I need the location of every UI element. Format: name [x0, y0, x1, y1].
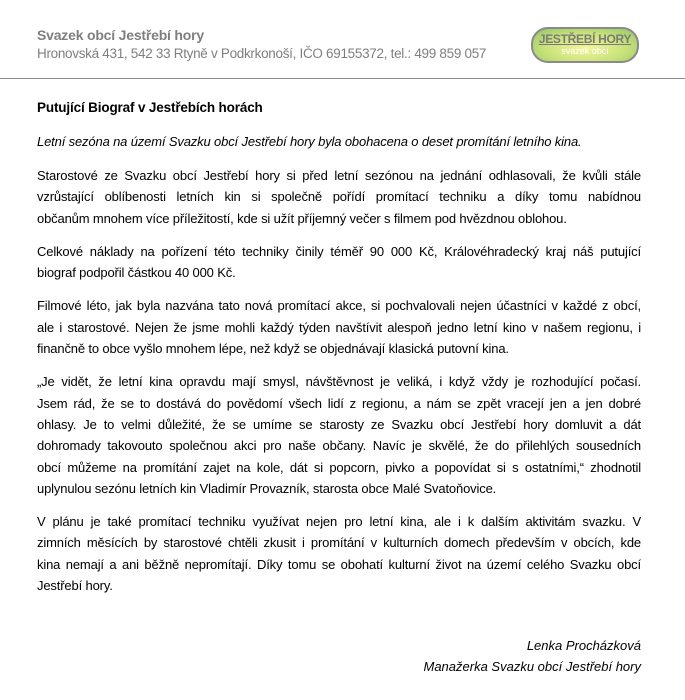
signature-role: Manažerka Svazku obcí Jestřebí hory	[423, 658, 641, 674]
article-paragraph	[37, 165, 641, 229]
paragraph-line: V plánu je také promítací techniku využívat nejen pro letní kina, ale i k dalším aktivitám svazku. V	[37, 514, 641, 530]
article-paragraph	[37, 511, 641, 596]
article-paragraph	[37, 371, 641, 499]
paragraph-line: vzrůstající oblíbenosti letních kin si společně pořídí promítací techniku a díky tomu nabídnou	[37, 189, 641, 205]
logo-subtitle: svazek obcí	[561, 46, 609, 56]
article-paragraph	[37, 241, 641, 284]
article-title: Putující Biograf v Jestřebích horách	[37, 100, 263, 115]
paragraph-line: zimních měsících by starostové chtěli zkusit i promítání v kulturních domech především v obcích, kde	[37, 535, 641, 551]
paragraph-line: Jsem rád, že se to dostává do povědomí všech lidí z regionu, a nám se zpět vracejí jen a jen dobré	[37, 395, 641, 411]
paragraph-line: Filmové léto, jak byla nazvána tato nová promítací akce, si pochvalovali nejen účastníci v každé z obcí,	[37, 298, 641, 314]
paragraph-line: finančně to obce vyšlo mnohem lépe, než když se objednávají klasická putovní kina.	[37, 341, 509, 357]
paragraph-line: Starostové ze Svazku obcí Jestřebí hory si před letní sezónou na jednání odhlasovali, že kvůli stále	[37, 168, 641, 183]
header-divider	[0, 78, 685, 79]
logo-title: JESTŘEBÍ HORY	[538, 32, 632, 46]
article-paragraph	[37, 295, 641, 359]
paragraph-line: „Je vidět, že letní kina opravdu mají smysl, návštěvnost je veliká, i když vždy je rozhodující počasí.	[37, 374, 641, 390]
paragraph-line: ohlasy. Je to velmi důležité, že se umíme se starosty ze Svazku obcí Jestřebí hory domluvit a dát	[37, 416, 641, 432]
article-body	[37, 165, 641, 596]
paragraph-line: uplynulou sezónu letních kin Vladimír Provazník, starosta obce Malé Svatoňovice.	[37, 480, 497, 496]
paragraph-line: občanům mnohem více příležitostí, kde si užít příjemný večer s filmem pod hvězdnou oblohou.	[37, 210, 567, 226]
organization-name: Svazek obcí Jestřebí hory	[37, 27, 204, 43]
paragraph-line: Celkové náklady na pořízení této techniky činily téměř 90 000 Kč, Královéhradecký kraj náš putující	[37, 243, 641, 259]
article-lead: Letní sezóna na území Svazku obcí Jestřebí hory byla obohacena o deset promítání letního kina.	[37, 134, 582, 149]
paragraph-line: Jestřebí hory.	[37, 578, 113, 594]
paragraph-line: biograf podpořil částkou 40 000 Kč.	[37, 265, 236, 281]
paragraph-line: obcí můžeme na promítání zajet na kole, dát si popcorn, pivko a popovídat si s ostatními,“ zhodnotil	[37, 459, 641, 475]
letterhead	[0, 0, 685, 80]
signature	[424, 636, 642, 677]
organization-address: Hronovská 431, 542 33 Rtyně v Podkrkonoší, IČO 69155372, tel.: 499 859 057	[37, 46, 487, 61]
signature-name: Lenka Procházková	[526, 638, 641, 653]
paragraph-line: ale i starostové. Nejen že jsme mohli každý týden navštívit alespoň jedno letní kino v našem regionu, i	[37, 319, 641, 335]
logo	[531, 27, 639, 63]
paragraph-line: dohromady takovouto společnou akci pro naše občany. Navíc je skvělé, že do přilehlých sousedních	[37, 438, 641, 454]
paragraph-line: kina nemají a ani běžně nepromítají. Díky tomu se obohatí kulturní život na území celého Svazku obcí	[37, 556, 641, 572]
article	[37, 98, 641, 608]
